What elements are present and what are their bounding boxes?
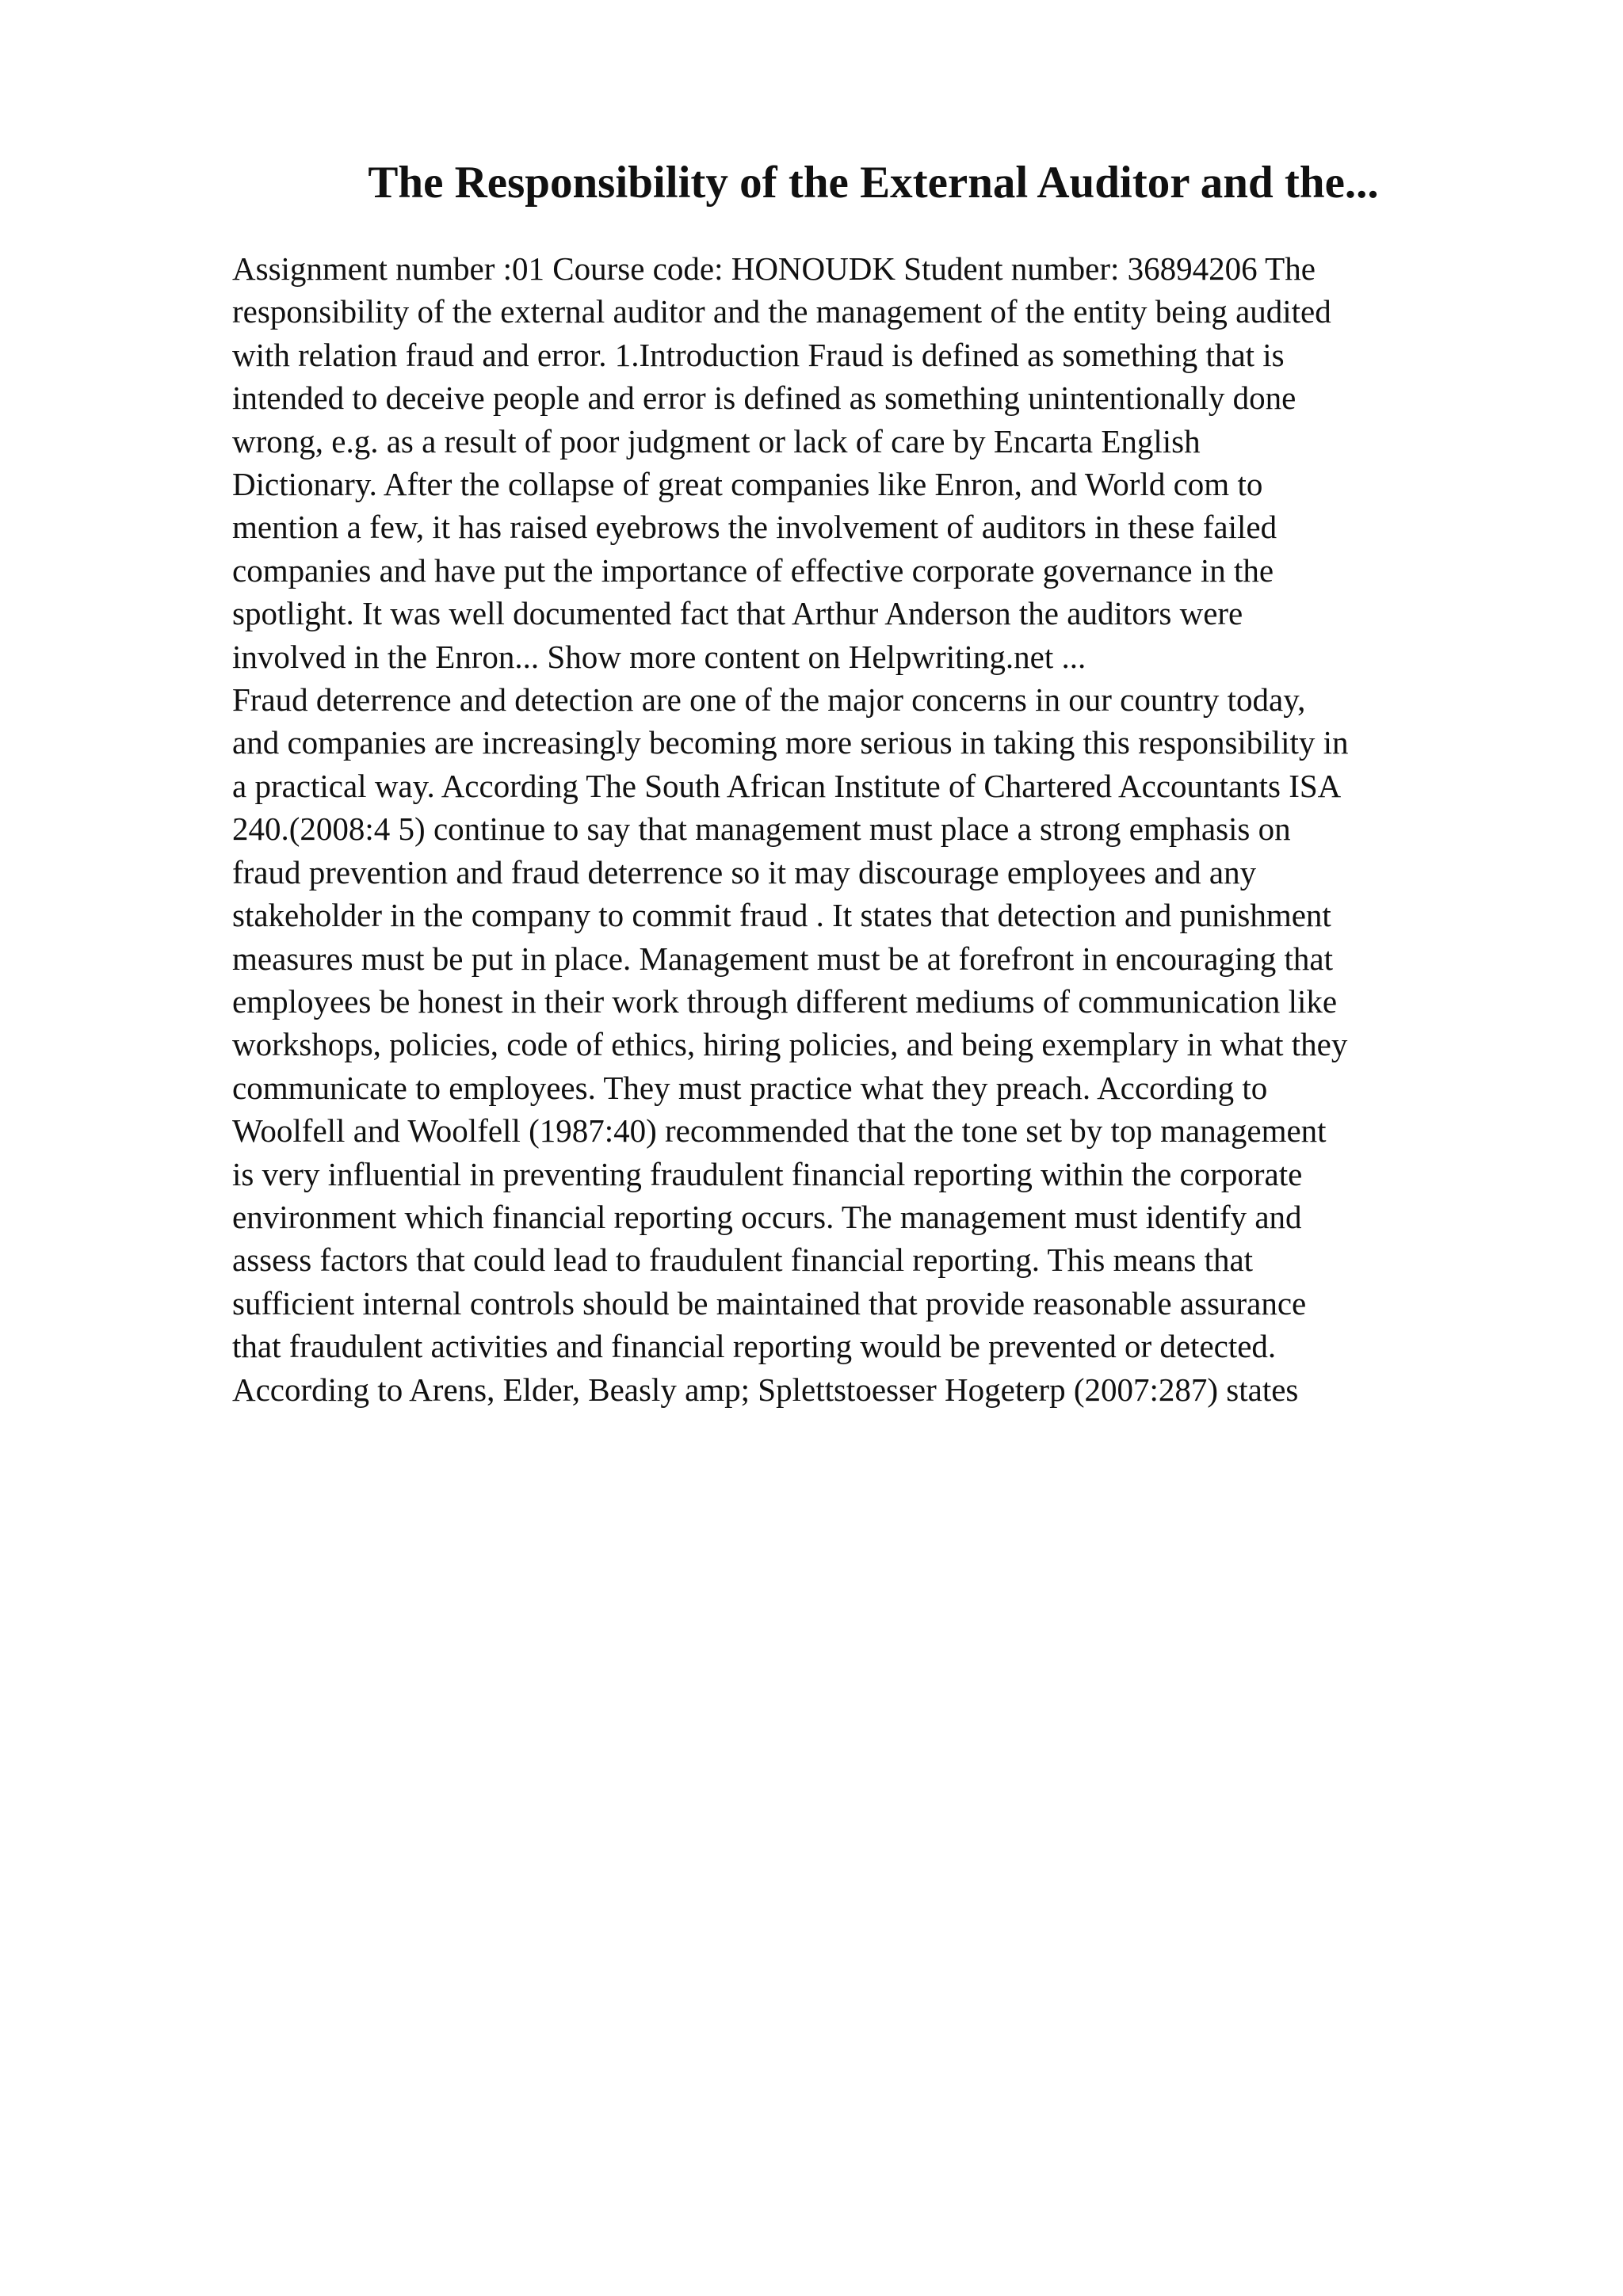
- body-line: assess factors that could lead to fraudulent financial reporting. This means that: [232, 1241, 1254, 1279]
- body-line: companies and have put the importance of effective corporate governance in the: [232, 551, 1274, 589]
- document-body: [232, 247, 1526, 1411]
- body-line: involved in the Enron... Show more content on Helpwriting.net ...: [232, 638, 1086, 675]
- body-line: wrong, e.g. as a result of poor judgment or lack of care by Encarta English: [232, 422, 1201, 460]
- body-line: Woolfell and Woolfell (1987:40) recommended that the tone set by top management: [232, 1112, 1327, 1150]
- body-line: communicate to employees. They must practice what they preach. According to: [232, 1069, 1268, 1106]
- body-line: that fraudulent activities and financial reporting would be prevented or detected.: [232, 1328, 1277, 1365]
- body-line: workshops, policies, code of ethics, hiring policies, and being exemplary in what they: [232, 1026, 1348, 1063]
- body-line: with relation fraud and error. 1.Introduction Fraud is defined as something that is: [232, 336, 1285, 373]
- body-line: 240.(2008:4 5) continue to say that management must place a strong emphasis on: [232, 810, 1291, 848]
- body-line: fraud prevention and fraud deterrence so it may discourage employees and any: [232, 853, 1257, 891]
- body-line: mention a few, it has raised eyebrows the involvement of auditors in these failed: [232, 509, 1277, 546]
- body-line: Dictionary. After the collapse of great companies like Enron, and World com to: [232, 466, 1263, 503]
- body-line: Assignment number :01 Course code: HONOUDK Student number: 36894206 The: [232, 250, 1316, 287]
- body-line: measures must be put in place. Management must be at forefront in encouraging that: [232, 940, 1334, 977]
- body-line: responsibility of the external auditor and the management of the entity being audited: [232, 293, 1331, 330]
- body-line: is very influential in preventing fraudulent financial reporting within the corporate: [232, 1155, 1303, 1192]
- body-line: Fraud deterrence and detection are one of the major concerns in our country today,: [232, 681, 1306, 719]
- body-line: and companies are increasingly becoming more serious in taking this responsibility in: [232, 724, 1349, 761]
- body-line: intended to deceive people and error is defined as something unintentionally done: [232, 379, 1296, 417]
- body-line: environment which financial reporting occurs. The management must identify and: [232, 1198, 1302, 1235]
- body-line: a practical way. According The South African Institute of Chartered Accountants ISA: [232, 767, 1342, 804]
- body-line: stakeholder in the company to commit fraud . It states that detection and punishment: [232, 897, 1331, 934]
- document-title: The Responsibility of the External Auditor and the...: [368, 158, 1379, 208]
- body-line: employees be honest in their work through different mediums of communication like: [232, 982, 1338, 1020]
- body-line: sufficient internal controls should be maintained that provide reasonable assurance: [232, 1284, 1307, 1322]
- body-line: According to Arens, Elder, Beasly amp; Splettstoesser Hogeterp (2007:287) states: [232, 1371, 1299, 1408]
- body-line: spotlight. It was well documented fact that Arthur Anderson the auditors were: [232, 595, 1243, 632]
